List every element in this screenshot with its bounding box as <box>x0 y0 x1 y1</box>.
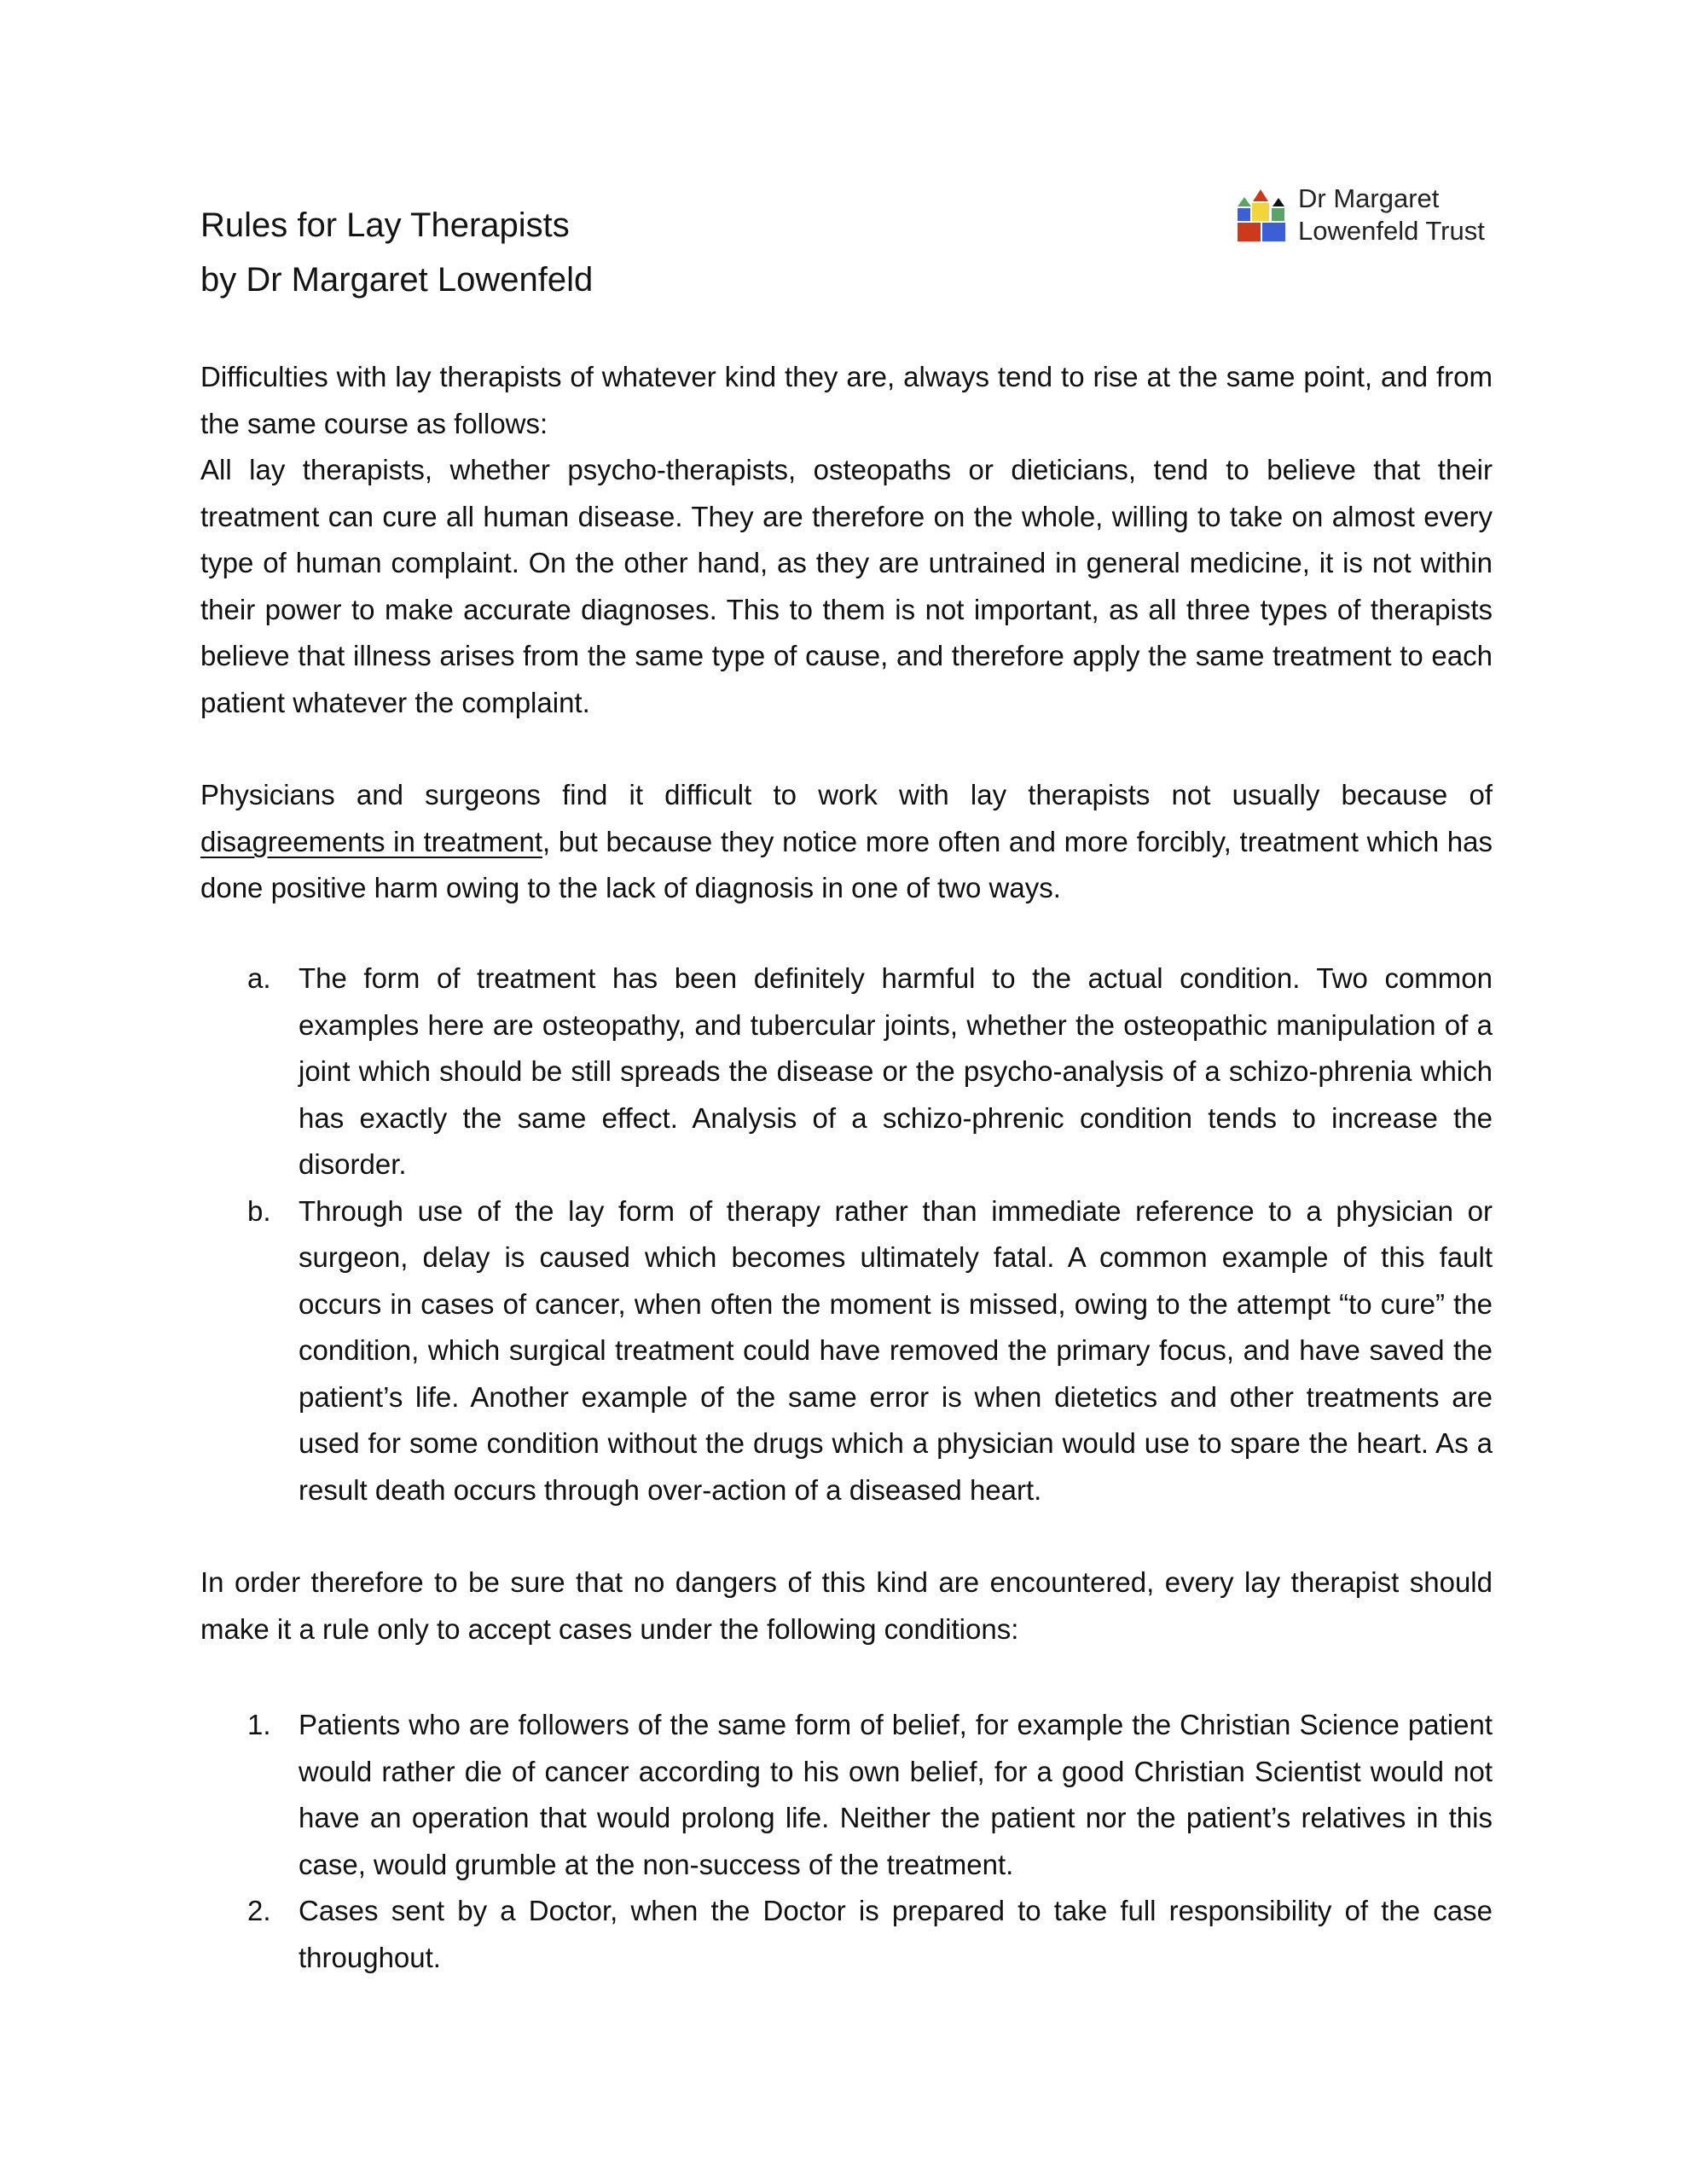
paragraph-physicians-text-b: , but because they notice more often and more forcibly, treatment which has done positive harm owing to the lack of diagnosis in one of two ways. <box>200 825 1493 903</box>
list-item <box>200 956 1493 1188</box>
paragraph-conditions-text: In order therefore to be sure that no dangers of this kind are encountered, every lay therapist should make it a rule only to accept cases under the following conditions: <box>200 1566 1493 1645</box>
document-title <box>200 198 593 307</box>
lettered-list <box>200 956 1493 1513</box>
building-blocks-logo-icon <box>1235 188 1290 242</box>
paragraph-physicians <box>200 772 1493 912</box>
logo-text-line-1: Dr Margaret <box>1298 183 1440 213</box>
list-item-text: Cases sent by a Doctor, when the Doctor is prepared to take full responsibility of the case throughout. <box>299 1895 1493 1973</box>
list-marker: 1. <box>247 1709 271 1740</box>
title-line-1: Rules for Lay Therapists <box>200 206 570 244</box>
list-marker: 2. <box>247 1895 271 1926</box>
paragraph-physicians-text-a: Physicians and surgeons find it difficult to work with lay therapists not usually because of <box>200 779 1493 810</box>
title-line-2: by Dr Margaret Lowenfeld <box>200 261 594 299</box>
paragraph-lay-therapists-belief: All lay therapists, whether psycho-therapists, osteopaths or dieticians, tend to believe that their treatment can cure all human disease. They are therefore on the whole, willing to take on almost every type of human complaint. On the other hand, as they are untrained in general medicine, it is not within their power to make accurate diagnoses. This to them is not important, as all three types of therapists believe that illness arises from the same type of cause, and therefore apply the same treatment to each patient whatever the complaint. <box>200 454 1493 718</box>
list-item-text: Through use of the lay form of therapy rather than immediate reference to a physician or surgeon, delay is caused which becomes ultimately fatal. A common example of this fault occurs in cases of cancer, when often the moment is missed, owing to the attempt “to cure” the condition, which surgical treatment could have removed the primary focus, and have saved the patient’s life. Another example of the same error is when dietetics and other treatments are used for some condition without the drugs which a physician would use to spare the heart. As a result death occurs through over-action of a diseased heart. <box>299 1194 1493 1506</box>
underlined-phrase: disagreements in treatment <box>200 825 542 857</box>
list-item-text: The form of treatment has been definitely harmful to the actual condition. Two common examples here are osteopathy, and tubercular joints, whether the osteopathic manipulation of a joint which should be still spreads the disease or the psycho-analysis of a schizo-phrenia which has exactly the same effect. Analysis of a schizo-phrenic condition tends to increase the disorder. <box>299 962 1493 1180</box>
paragraph-intro: Difficulties with lay therapists of whatever kind they are, always tend to rise at the same point, and from the same course as follows: <box>200 361 1493 439</box>
logo-text-line-2: Lowenfeld Trust <box>1298 216 1485 246</box>
list-item-text: Patients who are followers of the same form of belief, for example the Christian Science patient would rather die of cancer according to his own belief, for a good Christian Scientist would not have an operation that would prolong life. Neither the patient nor the patient’s relatives in this case, would grumble at the non-success of the treatment. <box>299 1709 1493 1880</box>
trust-logo <box>1235 183 1485 247</box>
numbered-list <box>200 1702 1493 1981</box>
intro-paragraphs <box>200 354 1493 726</box>
list-item <box>200 1188 1493 1514</box>
list-marker: a. <box>247 962 271 994</box>
paragraph-conditions <box>200 1560 1493 1653</box>
logo-text <box>1298 183 1485 247</box>
list-marker: b. <box>247 1194 271 1227</box>
list-item <box>200 1888 1493 1981</box>
list-item <box>200 1702 1493 1888</box>
